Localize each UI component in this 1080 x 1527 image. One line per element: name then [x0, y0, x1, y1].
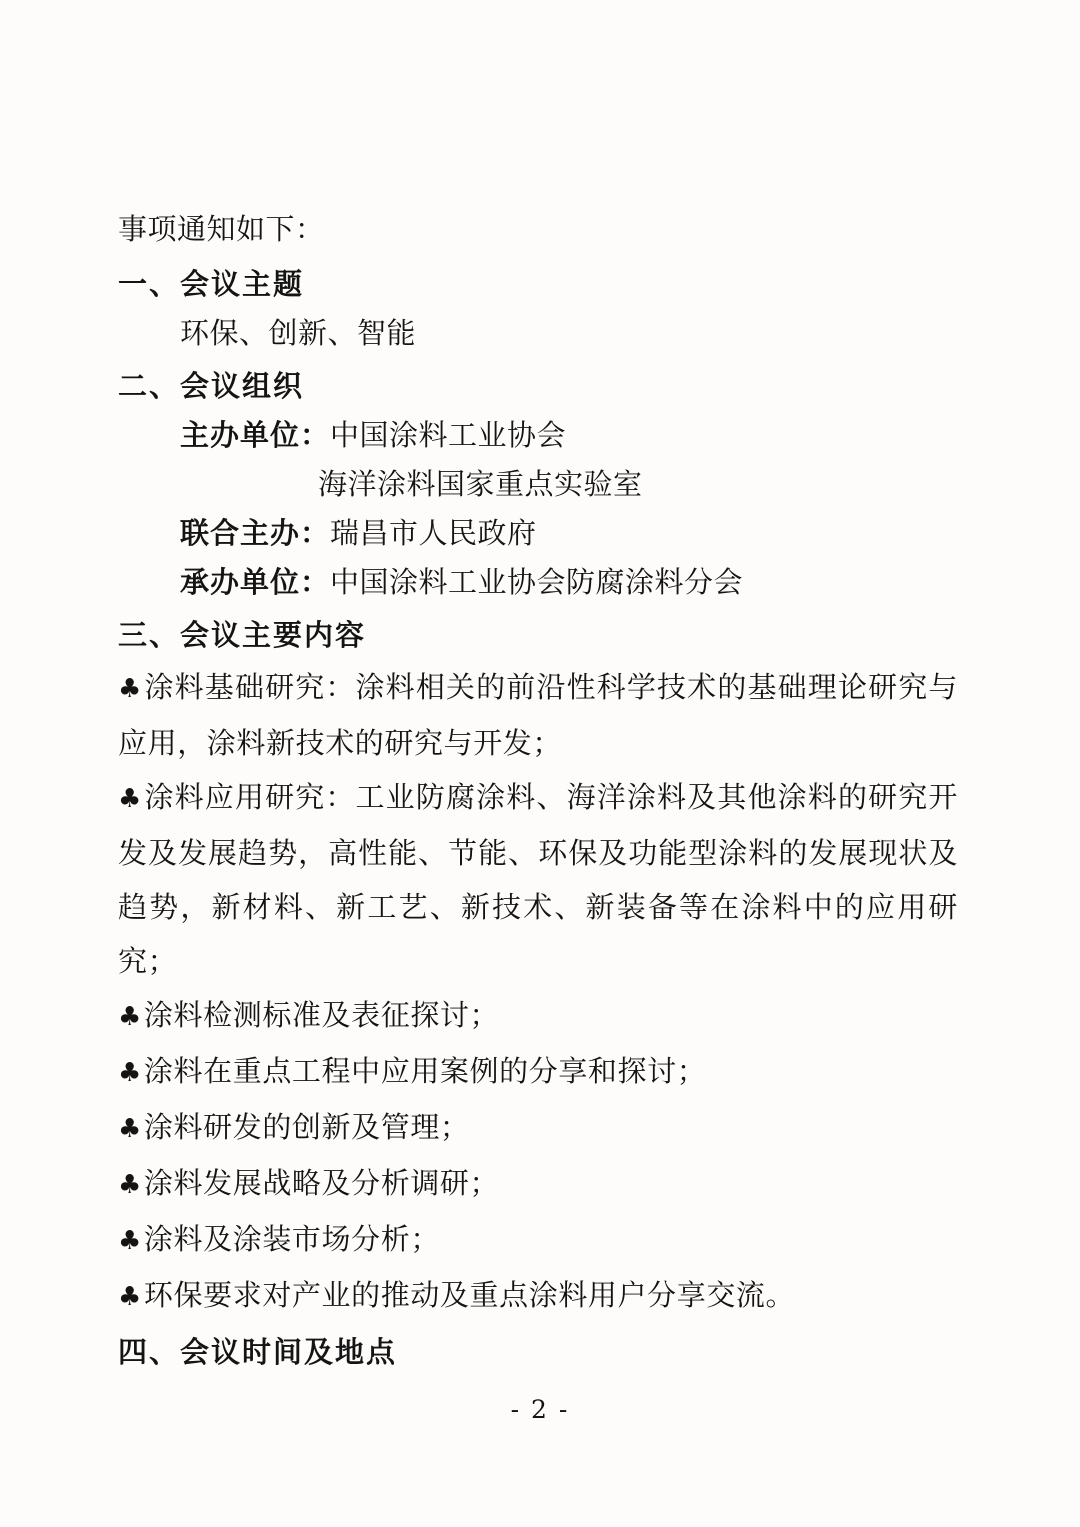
- content-bullet-3-text: 涂料检测标准及表征探讨；: [143, 998, 500, 1032]
- content-bullet-7: [118, 1212, 958, 1268]
- page-number: - 2 -: [510, 1395, 570, 1424]
- club-icon: ♣: [118, 1282, 142, 1312]
- document-body: [118, 205, 958, 1377]
- club-icon: ♣: [118, 1002, 142, 1032]
- content-bullet-6-text: 涂料发展战略及分析调研；: [143, 1166, 500, 1200]
- organizer-host-row: [118, 411, 958, 460]
- club-icon: ♣: [118, 784, 143, 814]
- organizer-cohost-row: [118, 509, 958, 558]
- section-heading-3: 三、会议主要内容: [118, 618, 367, 652]
- content-bullet-6: [118, 1156, 958, 1212]
- content-bullet-2: [118, 770, 958, 988]
- section-1-item-1: 环保、创新、智能: [180, 316, 417, 350]
- club-icon: ♣: [118, 1170, 142, 1200]
- organizer-undertaker-value: 中国涂料工业协会防腐涂料分会: [330, 565, 744, 599]
- section-heading-4: 四、会议时间及地点: [118, 1335, 398, 1369]
- organizer-undertaker-label: 承办单位：: [180, 565, 331, 599]
- club-icon: ♣: [118, 674, 143, 704]
- content-bullet-5: [118, 1100, 958, 1156]
- organizer-host-label: 主办单位：: [180, 418, 331, 452]
- content-bullet-2-text: 涂料应用研究：工业防腐涂料、海洋涂料及其他涂料的研究开发及发展趋势，高性能、节能、环保及功能型涂料的发展现状及趋势，新材料、新工艺、新技术、新装备等在涂料中的应用研究；: [118, 780, 958, 978]
- content-bullet-7-text: 涂料及涂装市场分析；: [143, 1222, 440, 1256]
- section-heading-2: 二、会议组织: [118, 369, 305, 403]
- club-icon: ♣: [118, 1058, 142, 1088]
- club-icon: ♣: [118, 1226, 142, 1256]
- content-bullet-4-text: 涂料在重点工程中应用案例的分享和探讨；: [143, 1054, 707, 1088]
- organizer-cohost-value: 瑞昌市人民政府: [330, 516, 537, 550]
- content-bullet-1: [118, 660, 958, 770]
- content-bullet-4: [118, 1044, 958, 1100]
- section-heading-1: 一、会议主题: [118, 267, 305, 301]
- club-icon: ♣: [118, 1114, 142, 1144]
- content-bullet-8-text: 环保要求对产业的推动及重点涂料用户分享交流。: [143, 1278, 796, 1312]
- organizer-undertaker-row: [118, 558, 958, 607]
- content-bullet-3: [118, 988, 958, 1044]
- organizer-host-row-2: 海洋涂料国家重点实验室: [318, 467, 643, 501]
- lead-paragraph: 事项通知如下：: [118, 212, 325, 246]
- content-bullet-1-text: 涂料基础研究：涂料相关的前沿性科学技术的基础理论研究与应用，涂料新技术的研究与开发；: [118, 670, 958, 760]
- content-bullet-5-text: 涂料研发的创新及管理；: [143, 1110, 470, 1144]
- content-bullet-8: [118, 1268, 958, 1324]
- organizer-cohost-label: 联合主办：: [180, 516, 331, 550]
- organizer-host-value: 中国涂料工业协会: [330, 418, 567, 452]
